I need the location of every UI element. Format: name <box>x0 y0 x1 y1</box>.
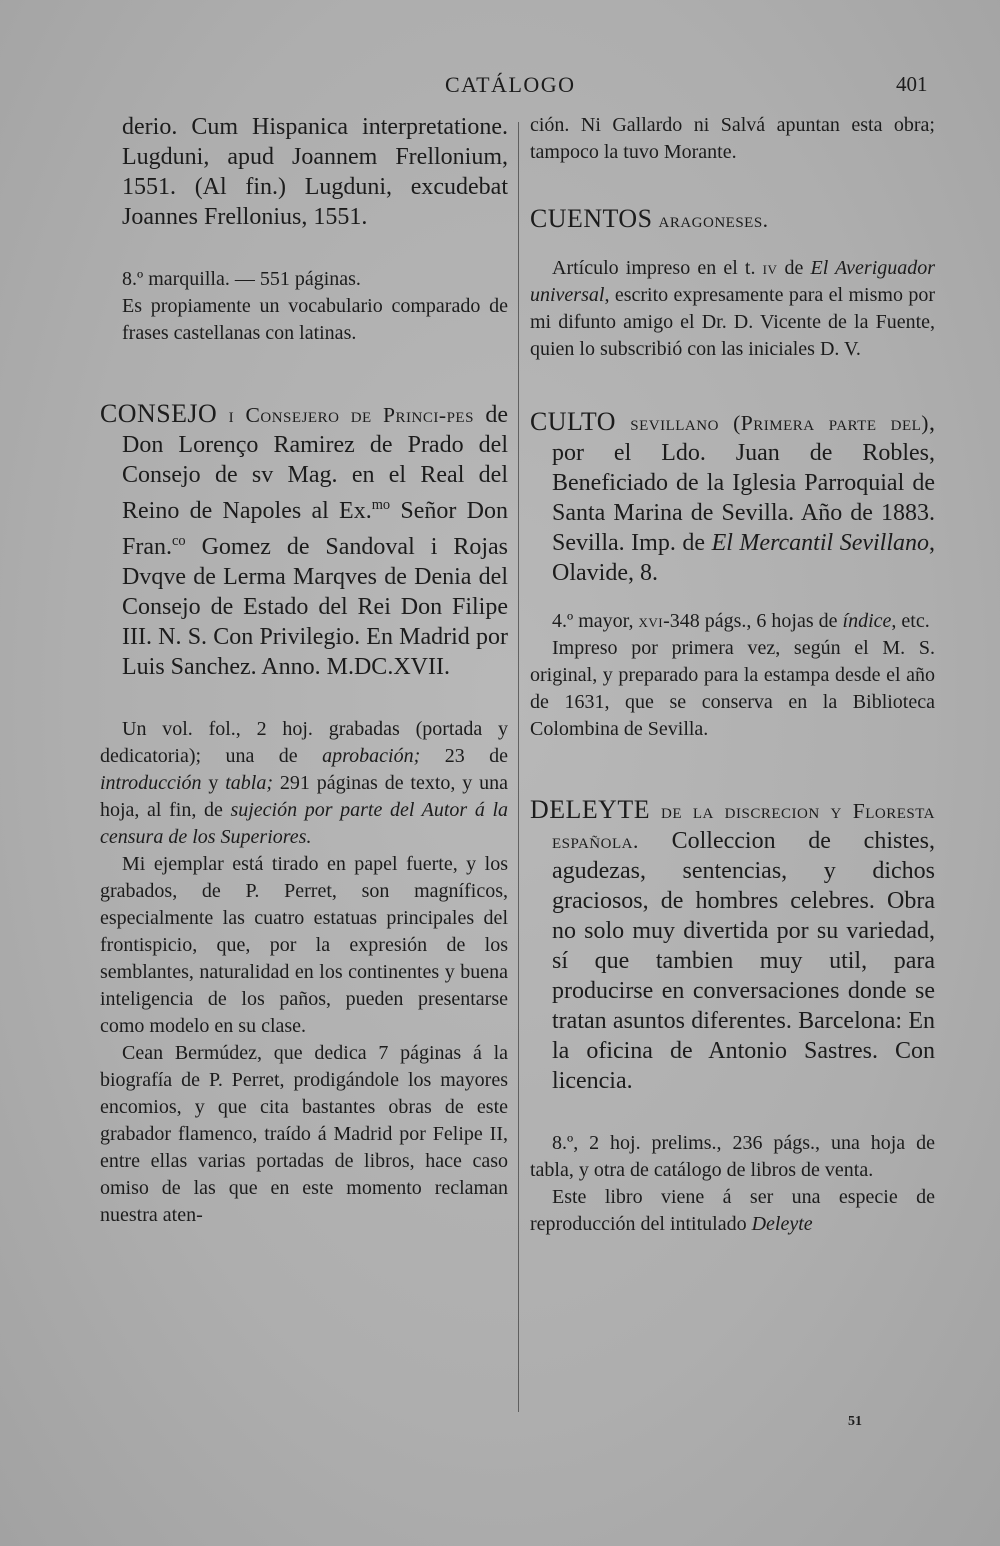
title-lead: CUENTOS <box>530 204 653 233</box>
entry-title-continuation <box>100 112 508 232</box>
running-title: CATÁLOGO <box>445 72 576 97</box>
title-small-caps: aragoneses. <box>658 208 769 232</box>
desc-text: 4.º mayor, <box>552 610 634 632</box>
desc-italic: tabla; <box>225 772 273 794</box>
desc-roman-numeral: xvi <box>638 611 664 631</box>
note-text: de <box>784 257 804 279</box>
entry-note: Cean Bermúdez, que dedica 7 páginas á la biografía de P. Perret, prodigándole los mayores encomios, y que cita bastantes obras de este grabador flamenco, traído á Madrid por Felipe II, entre ellas varias portadas de libros, hace caso omiso de las que en este momento reclaman nuestra aten- <box>100 1042 508 1226</box>
page-number: 401 <box>896 72 928 96</box>
entry-title-consejo <box>100 399 508 682</box>
desc-italic: introducción <box>100 772 202 794</box>
entry-note-continuation: ción. Ni Gallardo ni Salvá apuntan esta obra; tampoco la tuvo Morante. <box>530 114 935 163</box>
entry-title-deleyte <box>530 795 935 1096</box>
title-text: , Olavide, 8. <box>552 530 936 586</box>
note-text: Artículo impreso en el t. <box>552 257 756 279</box>
entry-description: 8.º, 2 hoj. prelims., 236 págs., una hoja de tabla, y otra de catálogo de libros de venta. <box>530 1132 935 1181</box>
title-text: , por el Ldo. Juan de Robles, Beneficiado de la Iglesia Parroquial de Santa Marina de Sevilla. Año de 1883. Sevilla. Imp. de <box>552 410 936 556</box>
desc-text: y <box>208 772 219 794</box>
entry-title-cuentos <box>530 204 935 235</box>
note-italic: Deleyte <box>751 1213 813 1235</box>
title-small-caps: i Consejero de Princi-pes <box>228 403 474 427</box>
title-text: de Don Lorenço Ramirez de Prado del Consejo de sv Mag. en el Real del Reino de Napoles al Ex. <box>122 402 509 524</box>
entry-note <box>530 255 935 363</box>
entry-title-culto <box>530 407 935 588</box>
left-column <box>100 112 508 1229</box>
desc-italic: índice <box>842 610 892 632</box>
desc-text: -348 págs., 6 hojas de <box>663 610 838 632</box>
title-text: Señor Don Fran. <box>122 498 509 560</box>
title-text: Colleccion de chistes, agudezas, sentencias, y dichos graciosos, de hombres celebres. Obra no solo muy divertida por su variedad, sí que tambien muy util, para producirse en conversaciones donde se tratan asuntos diferentes. Barcelona: En la oficina de Antonio Sastres. Con licencia. <box>552 828 935 1094</box>
title-lead: DELEYTE <box>530 795 651 824</box>
desc-text: 291 páginas de texto, y una hoja, al fin, de <box>100 772 509 821</box>
note-text: Este libro viene á ser una especie de reproducción del intitulado <box>530 1186 935 1235</box>
title-small-caps: de la discrecion y Floresta española. <box>552 799 936 853</box>
title-lead: CONSEJO <box>100 399 218 428</box>
superscript: mo <box>371 497 391 513</box>
desc-italic: sujeción por parte del Autor á la censura de los Superiores. <box>100 799 509 848</box>
entry-format: 8.º marquilla. — 551 páginas. <box>122 268 361 290</box>
title-lead: CULTO <box>530 407 616 436</box>
note-volume: iv <box>762 258 778 278</box>
printer-signature: 51 <box>848 1414 862 1429</box>
entry-note: Es propiamente un vocabulario comparado de frases castellanas con latinas. <box>122 295 508 344</box>
title-text: Gomez de Sandoval i Rojas Dvqve de Lerma Marqves de Denia del Consejo de Estado del Rei Don Filipe III. N. S. Con Privilegio. En Madrid por Luis Sanchez. Anno. M.DC.XVII. <box>122 534 509 680</box>
column-rule <box>518 122 519 1412</box>
desc-text: 23 de <box>444 745 508 767</box>
desc-italic: aprobación; <box>322 745 421 767</box>
title-italic: El Mercantil Sevillano <box>711 530 930 556</box>
note-italic: El Averiguador universal <box>530 257 936 306</box>
entry-note <box>530 1184 935 1238</box>
desc-text: Un vol. fol., 2 hoj. grabadas (portada y dedicatoria); una de <box>100 718 508 767</box>
right-column <box>530 112 935 1238</box>
entry-description <box>100 716 508 851</box>
entry-note: Mi ejemplar está tirado en papel fuerte, y los grabados, de P. Perret, son magníficos, especialmente las cuatro estatuas principales del frontispicio, que, por la expresión de los semblantes, naturalidad en los continentes y buena inteligencia de los paños, pueden presentarse como modelo en su clase. <box>100 853 508 1037</box>
title-text: derio. Cum Hispanica interpretatione. Lugduni, apud Joannem Frellonium, 1551. (Al fin.) Lugduni, excudebat Joannes Frellonius, 1551. <box>122 114 508 230</box>
entry-note: Impreso por primera vez, según el M. S. original, y preparado para la estampa desde el año de 1631, que se conserva en la Biblioteca Colombina de Sevilla. <box>530 637 935 740</box>
note-text: , escrito expresamente para el mismo por mi difunto amigo el Dr. D. Vicente de la Fuente, quien lo subscribió con las iniciales D. V. <box>530 284 935 360</box>
title-small-caps: sevillano (Primera parte del) <box>630 411 930 435</box>
desc-text: , etc. <box>891 610 930 632</box>
entry-description <box>530 608 935 635</box>
superscript: co <box>172 533 186 549</box>
